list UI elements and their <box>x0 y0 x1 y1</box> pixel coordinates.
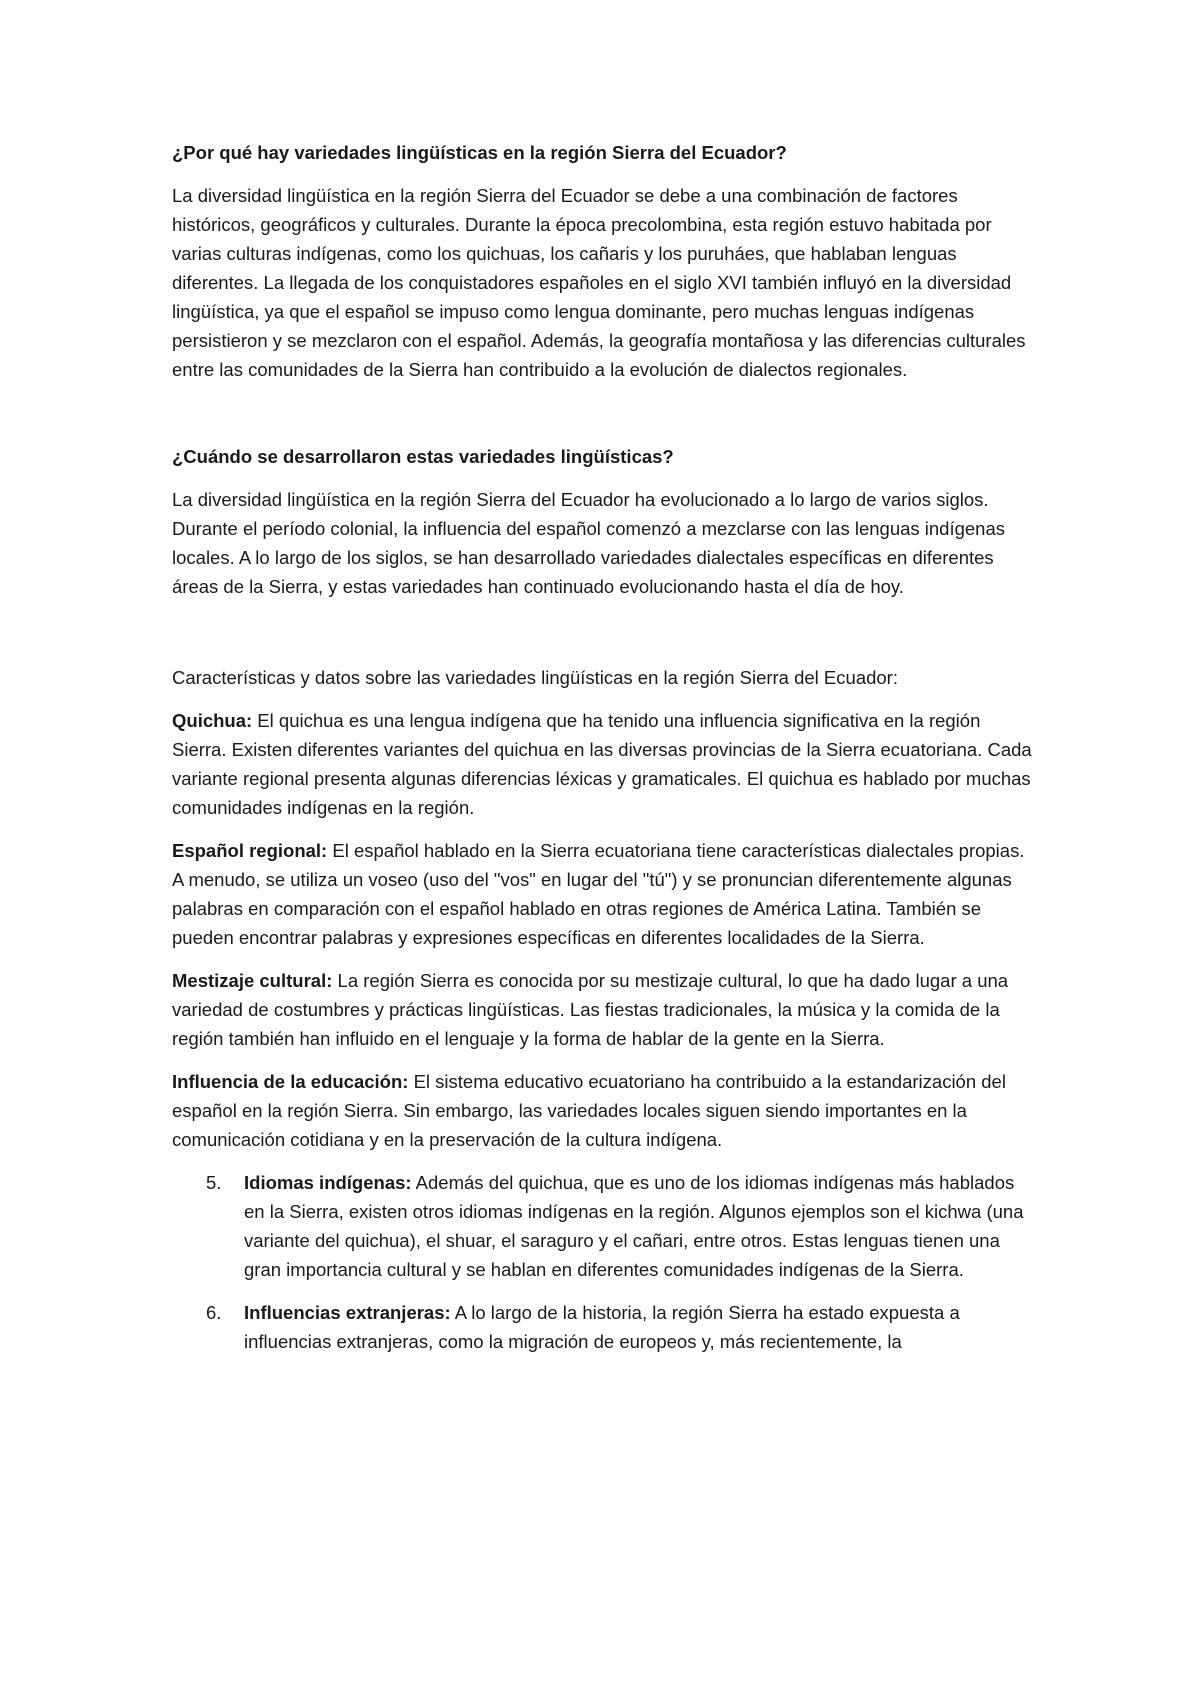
characteristics-intro: Características y datos sobre las variedades lingüísticas en la región Sierra del Ecuador: <box>172 667 898 688</box>
section-heading-why: ¿Por qué hay variedades lingüísticas en la región Sierra del Ecuador? <box>172 142 787 163</box>
term-description: Además del quichua, que es uno de los idiomas indígenas más hablados en la Sierra, existen otros idiomas indígenas en la región. Algunos ejemplos son el kichwa (una variante del quichua), el shuar, el saraguro y el cañari, entre otros. Estas lenguas tienen una gran importancia cultural y se hablan en diferentes comunidades indígenas de la Sierra. <box>244 1172 1024 1280</box>
term-description: La región Sierra es conocida por su mestizaje cultural, lo que ha dado lugar a una variedad de costumbres y prácticas lingüísticas. Las fiestas tradicionales, la música y la comida de la región también han influido en el lenguaje y la forma de hablar de la gente en la Sierra. <box>172 970 1009 1049</box>
characteristic-espanol-regional <box>172 836 1032 952</box>
term-description: El español hablado en la Sierra ecuatoriana tiene características dialectales propias. A menudo, se utiliza un voseo (uso del "vos" en lugar del "tú") y se pronuncian diferentemente algunas palabras en comparación con el español hablado en otras regiones de América Latina. También se pueden encontrar palabras y expresiones específicas en diferentes localidades de la Sierra. <box>172 840 1025 948</box>
term-label: Quichua: <box>172 710 253 731</box>
list-number: 5. <box>206 1172 222 1193</box>
characteristic-mestizaje <box>172 966 1032 1053</box>
section-heading-when: ¿Cuándo se desarrollaron estas variedades lingüísticas? <box>172 446 674 467</box>
characteristic-educacion <box>172 1067 1032 1154</box>
term-label: Idiomas indígenas: <box>244 1172 412 1193</box>
term-description: A lo largo de la historia, la región Sierra ha estado expuesta a influencias extranjeras, como la migración de europeos y, más recientemente, la <box>244 1302 960 1352</box>
spacer <box>172 615 1032 663</box>
document-page <box>172 138 1032 1370</box>
term-label: Español regional: <box>172 840 328 861</box>
term-label: Influencia de la educación: <box>172 1071 409 1092</box>
characteristic-quichua <box>172 706 1032 822</box>
term-description: El quichua es una lengua indígena que ha tenido una influencia significativa en la región Sierra. Existen diferentes variantes del quichua en las diversas provincias de la Sierra ecuatoriana. Cada variante regional presenta algunas diferencias léxicas y gramaticales. El quichua es hablado por muchas comunidades indígenas en la región. <box>172 710 1032 818</box>
paragraph-when: La diversidad lingüística en la región Sierra del Ecuador ha evolucionado a lo largo de varios siglos. Durante el período colonial, la influencia del español comenzó a mezclarse con las lenguas indígenas locales. A lo largo de los siglos, se han desarrollado variedades dialectales específicas en diferentes áreas de la Sierra, y estas variedades han continuado evolucionando hasta el día de hoy. <box>172 489 1006 597</box>
numbered-item-idiomas <box>172 1168 1032 1284</box>
term-label: Influencias extranjeras: <box>244 1302 451 1323</box>
numbered-item-influencias <box>172 1298 1032 1356</box>
paragraph-why: La diversidad lingüística en la región Sierra del Ecuador se debe a una combinación de factores históricos, geográficos y culturales. Durante la época precolombina, esta región estuvo habitada por varias culturas indígenas, como los quichuas, los cañaris y los puruháes, que hablaban lenguas diferentes. La llegada de los conquistadores españoles en el siglo XVI también influyó en la diversidad lingüística, ya que el español se impuso como lengua dominante, pero muchas lenguas indígenas persistieron y se mezclaron con el español. Además, la geografía montañosa y las diferencias culturales entre las comunidades de la Sierra han contribuido a la evolución de dialectos regionales. <box>172 185 1026 380</box>
list-number: 6. <box>206 1302 222 1323</box>
spacer <box>172 398 1032 442</box>
term-label: Mestizaje cultural: <box>172 970 333 991</box>
term-description: El sistema educativo ecuatoriano ha contribuido a la estandarización del español en la región Sierra. Sin embargo, las variedades locales siguen siendo importantes en la comunicación cotidiana y en la preservación de la cultura indígena. <box>172 1071 1006 1150</box>
